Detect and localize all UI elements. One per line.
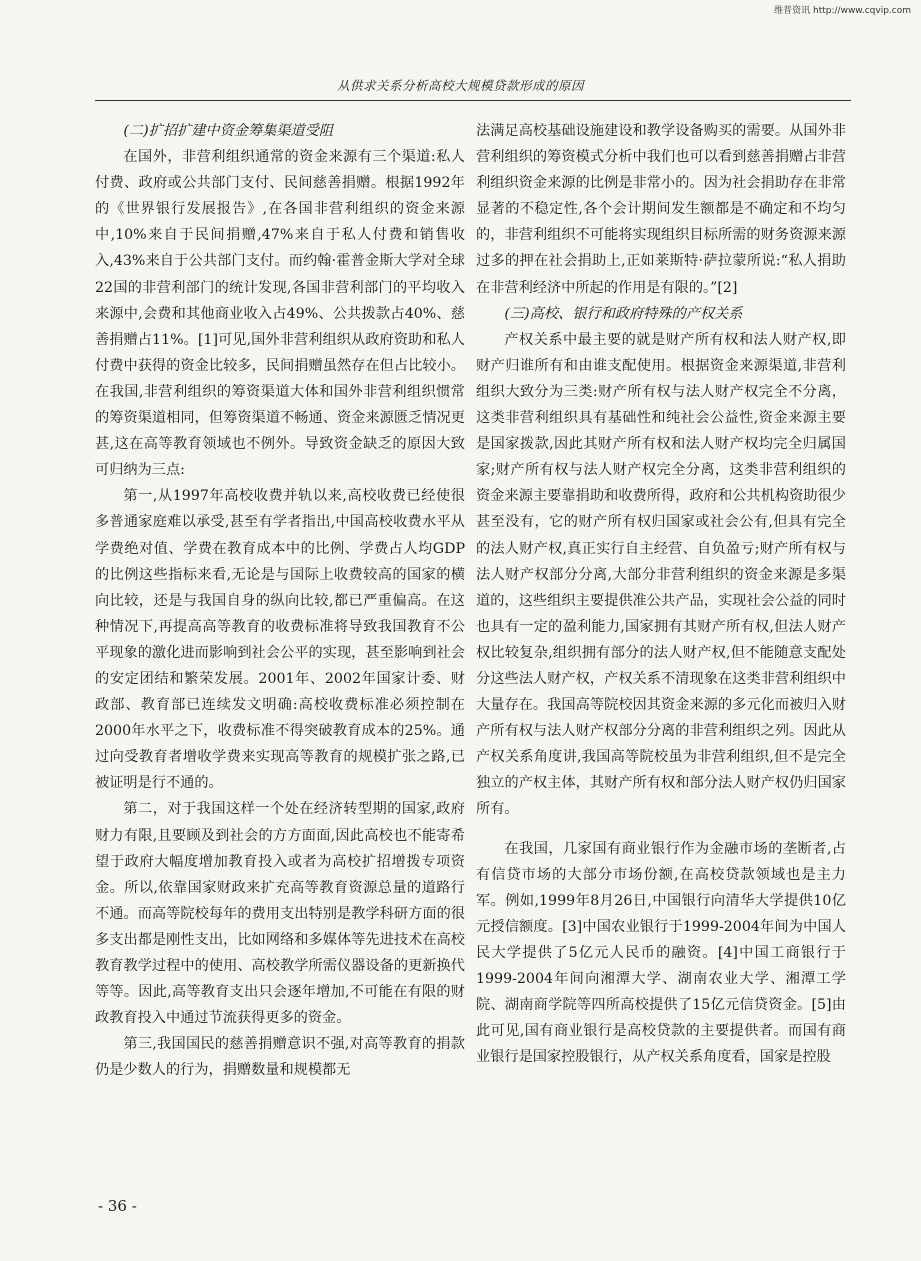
- right-column: [476, 118, 846, 1070]
- left-column: [95, 118, 465, 1083]
- paragraph: 第三,我国国民的慈善捐赠意识不强,对高等教育的捐款仍是少数人的行为，捐赠数量和规模都无: [95, 1036, 465, 1079]
- running-header: 从供求关系分析高校大规模贷款形成的原因: [336, 78, 584, 93]
- paragraph: 产权关系中最主要的就是财产所有权和法人财产权,即财产归谁所有和由谁支配使用。根据资金来源渠道,非营利组织大致分为三类:财产所有权与法人财产权完全不分离，这类非营利组织具有基础性和纯社会公益性,资金来源主要是国家拨款,因此其财产所有权和法人财产权均完全归属国家;财产所有权与法人财产权完全分离，这类非营利组织的资金来源主要靠捐助和收费所得，政府和公共机构资助很少甚至没有，它的财产所有权归国家或社会公有,但具有完全的法人财产权,真正实行自主经营、自负盈亏;财产所有权与法人财产权部分分离,大部分非营利组织的资金来源是多渠道的，这些组织主要提供准公共产品，实现社会公益的同时也具有一定的盈利能力,国家拥有其财产所有权,但法人财产权比较复杂,组织拥有部分的法人财产权,但不能随意支配处分这些法人财产权，产权关系不清现象在这类非营利组织中大量存在。我国高等院校因其资金来源的多元化而被归入财产所有权与法人财产权部分分离的非营利组织之列。因此从产权关系角度讲,我国高等院校虽为非营利组织,但不是完全独立的产权主体，其财产所有权和部分法人财产权仍归国家所有。: [476, 331, 846, 818]
- page-number: - 36 -: [98, 1197, 137, 1215]
- paragraph: 在我国，几家国有商业银行作为金融市场的垄断者,占有信贷市场的大部分市场份额,在高校贷款领域也是主力军。例如,1999年8月26日,中国银行向清华大学提供10亿元授信额度。[3]中国农业银行于1999-2004年间为中国人民大学提供了5亿元人民币的融资。[4]中国工商银行于1999-2004年间向湘潭大学、湖南农业大学、湘潭工学院、湖南商学院等四所高校提供了15亿元信贷资金。[5]由此可见,国有商业银行是高校贷款的主要提供者。而国有商业银行是国家控股银行，从产权关系角度看，国家是控股: [476, 840, 846, 1066]
- section-heading: (三)高校、银行和政府特殊的产权关系: [504, 305, 743, 322]
- paragraph: 法满足高校基础设施建设和教学设备购买的需要。从国外非营利组织的筹资模式分析中我们也可以看到慈善捐赠占非营利组织资金来源的比例是非常小的。因为社会捐助存在非常显著的不稳定性,各个会计期间发生额都是不确定和不均匀的，非营利组织不可能将实现组织目标所需的财务资源来源过多的押在社会捐助上,正如莱斯特·萨拉蒙所说:“私人捐助在非营利经济中所起的作用是有限的。”[2]: [476, 123, 846, 296]
- paragraph: 第二，对于我国这样一个处在经济转型期的国家,政府财力有限,且要顾及到社会的方方面面,因此高校也不能寄希望于政府大幅度增加教育投入或者为高校扩招增拨专项资金。所以,依靠国家财政来扩充高等教育资源总量的道路行不通。而高等院校每年的费用支出特别是教学科研方面的很多支出都是刚性支出，比如网络和多媒体等先进技术在高校教育教学过程中的使用、高校教学所需仪器设备的更新换代等等。因此,高等教育支出只会逐年增加,不可能在有限的财政教育投入中通过节流获得更多的资金。: [95, 801, 465, 1027]
- paragraph: 在国外，非营利组织通常的资金来源有三个渠道:私人付费、政府或公共部门支付、民间慈善捐赠。根据1992年的《世界银行发展报告》,在各国非营利组织的资金来源中,10%来自于民间捐赠,47%来自于私人付费和销售收入,43%来自于公共部门支付。而约翰·霍普金斯大学对全球22国的非营利部门的统计发现,各国非营利部门的平均收入来源中,会费和其他商业收入占49%、公共拨款占40%、慈善捐赠占11%。[1]可见,国外非营利组织从政府资助和私人付费中获得的资金比较多，民间捐赠虽然存在但占比较小。在我国,非营利组织的筹资渠道大体和国外非营利组织惯常的筹资渠道相同，但筹资渠道不畅通、资金来源匮乏情况更甚,这在高等教育领域也不例外。导致资金缺乏的原因大致可归纳为三点:: [95, 149, 465, 479]
- paragraph: 第一,从1997年高校收费并轨以来,高校收费已经使很多普通家庭难以承受,甚至有学者指出,中国高校收费水平从学费绝对值、学费在教育成本中的比例、学费占人均GDP的比例这些指标来看,无论是与国际上收费较高的国家的横向比较，还是与我国自身的纵向比较,都已严重偏高。在这种情况下,再提高高等教育的收费标准将导致我国教育不公平现象的激化进而影响到社会公平的实现，甚至影响到社会的安定团结和繁荣发展。2001年、2002年国家计委、财政部、教育部已连续发文明确:高校收费标准必须控制在2000年水平之下，收费标准不得突破教育成本的25%。通过向受教育者增收学费来实现高等教育的规模扩张之路,已被证明是行不通的。: [95, 488, 465, 792]
- watermark: 维普资讯 http://www.cqvip.com: [774, 6, 911, 16]
- section-heading: (二)扩招扩建中资金筹集渠道受阻: [123, 123, 334, 139]
- paragraph-gap: [476, 823, 846, 836]
- header-rule: [95, 100, 851, 101]
